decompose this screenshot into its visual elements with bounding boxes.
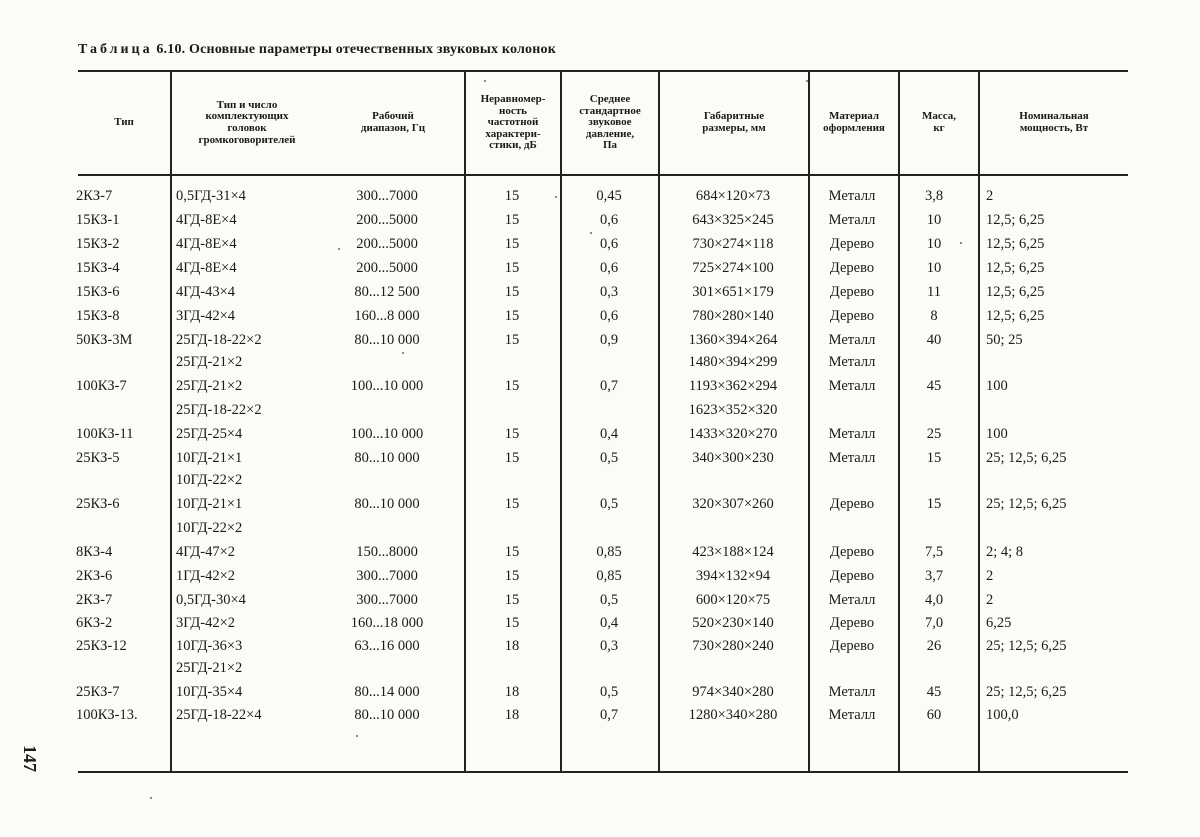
cell-material: Металл: [828, 426, 876, 442]
cell-range: 100...10 000: [350, 426, 424, 442]
cell-heads: 4ГД-8Е×4: [176, 212, 237, 228]
cell-power: 100: [986, 426, 1008, 442]
cell-dims: [660, 656, 806, 680]
cell-type: 15КЗ-6: [76, 284, 120, 300]
cell-pressure: 0,4: [599, 426, 619, 442]
cell-mass: 25: [926, 426, 942, 442]
cell-range: [312, 398, 462, 422]
cell-unevenness: 15: [504, 568, 520, 584]
table-row: [0, 540, 1200, 564]
cell-material: Дерево: [829, 496, 875, 512]
table-row: [0, 611, 1200, 635]
cell-unevenness: [466, 656, 558, 680]
cell-material: Металл: [828, 684, 876, 700]
cell-heads: 25ГД-21×2: [176, 660, 243, 676]
scan-speck: [484, 80, 486, 82]
cell-pressure: 0,6: [599, 308, 619, 324]
cell-range: 200...5000: [356, 212, 418, 228]
cell-material: Металл: [828, 592, 876, 608]
cell-dims: 1433×320×270: [688, 426, 778, 442]
table-row: [0, 350, 1200, 374]
cell-power: 2: [986, 188, 994, 204]
cell-range: 300...7000: [356, 188, 418, 204]
cell-range: [312, 656, 462, 680]
cell-dims: 780×280×140: [692, 308, 774, 324]
cell-dims: 1193×362×294: [688, 378, 778, 394]
cell-power: 2: [986, 568, 994, 584]
cell-pressure: [562, 398, 656, 422]
cell-pressure: 0,4: [599, 615, 619, 631]
cell-dims: [660, 516, 806, 540]
cell-power: 25; 12,5; 6,25: [986, 496, 1067, 512]
scan-speck: [806, 80, 808, 82]
cell-mass: 10: [926, 260, 942, 276]
cell-power: 12,5; 6,25: [986, 236, 1045, 252]
cell-unevenness: 15: [504, 308, 520, 324]
header-range: Рабочий диапазон, Гц: [360, 110, 426, 134]
cell-pressure: [562, 468, 656, 492]
table-title-label: Таблица: [78, 42, 153, 57]
cell-pressure: 0,6: [599, 212, 619, 228]
cell-pressure: 0,45: [596, 188, 622, 204]
cell-type: 2КЗ-6: [76, 568, 113, 584]
cell-power: 25; 12,5; 6,25: [986, 450, 1067, 466]
cell-dims: 684×120×73: [695, 188, 771, 204]
cell-type: 25КЗ-12: [76, 638, 127, 654]
cell-material: Дерево: [829, 284, 875, 300]
cell-pressure: [562, 656, 656, 680]
cell-dims: 340×300×230: [692, 450, 774, 466]
header-bottom-rule: [78, 174, 1128, 176]
cell-dims: 1360×394×264: [688, 332, 778, 348]
cell-dims: [660, 468, 806, 492]
cell-pressure: 0,6: [599, 236, 619, 252]
cell-mass: [898, 350, 970, 374]
header-power: Номинальная мощность, Вт: [1019, 110, 1089, 134]
cell-unevenness: 15: [504, 188, 520, 204]
cell-mass: 3,8: [924, 188, 944, 204]
cell-pressure: 0,5: [599, 450, 619, 466]
cell-unevenness: 18: [504, 638, 520, 654]
table-row: [0, 588, 1200, 612]
cell-range: 80...10 000: [354, 332, 420, 348]
scan-speck: [960, 242, 962, 244]
cell-power: 2; 4; 8: [986, 544, 1024, 560]
cell-material: Дерево: [829, 568, 875, 584]
cell-unevenness: [466, 468, 558, 492]
cell-unevenness: 15: [504, 212, 520, 228]
cell-mass: 8: [930, 308, 938, 324]
cell-heads: 25ГД-21×2: [176, 378, 243, 394]
table-title: [78, 42, 556, 58]
cell-dims: 1280×340×280: [688, 707, 778, 723]
cell-type: 15КЗ-1: [76, 212, 120, 228]
cell-mass: 4,0: [924, 592, 944, 608]
cell-type: 25КЗ-7: [76, 684, 120, 700]
cell-heads: 3ГД-42×2: [176, 615, 236, 631]
table-title-text: 6.10. Основные параметры отечественных звуковых колонок: [156, 42, 556, 57]
cell-dims: 301×651×179: [692, 284, 774, 300]
cell-power: 25; 12,5; 6,25: [986, 638, 1067, 654]
scan-speck: [402, 352, 404, 354]
cell-heads: 10ГД-21×1: [176, 450, 243, 466]
cell-type: 15КЗ-2: [76, 236, 120, 252]
cell-power: 100,0: [986, 707, 1019, 723]
cell-mass: 45: [926, 378, 942, 394]
table-row: [0, 492, 1200, 516]
scan-speck: [590, 232, 592, 234]
cell-type: 25КЗ-6: [76, 496, 120, 512]
cell-pressure: 0,9: [599, 332, 619, 348]
cell-type: 100КЗ-7: [76, 378, 127, 394]
cell-power: 2: [986, 592, 994, 608]
cell-dims: 974×340×280: [692, 684, 774, 700]
cell-unevenness: 15: [504, 615, 520, 631]
cell-pressure: 0,85: [596, 544, 622, 560]
cell-power: 6,25: [986, 615, 1012, 631]
cell-pressure: 0,5: [599, 592, 619, 608]
cell-type: 50КЗ-3М: [76, 332, 133, 348]
table-row: [0, 328, 1200, 352]
cell-heads: 3ГД-42×4: [176, 308, 236, 324]
cell-dims: 1623×352×320: [688, 402, 778, 418]
scan-speck: [338, 248, 340, 250]
cell-mass: 26: [926, 638, 942, 654]
cell-unevenness: [466, 398, 558, 422]
cell-unevenness: 15: [504, 544, 520, 560]
cell-mass: 7,0: [924, 615, 944, 631]
cell-range: 80...10 000: [354, 450, 420, 466]
cell-type: 2КЗ-7: [76, 188, 113, 204]
cell-material: Дерево: [829, 236, 875, 252]
cell-mass: [898, 656, 970, 680]
cell-mass: 45: [926, 684, 942, 700]
table-row: [0, 703, 1200, 727]
cell-range: 80...14 000: [354, 684, 420, 700]
cell-material: Металл: [828, 378, 876, 394]
cell-type: 25КЗ-5: [76, 450, 120, 466]
cell-unevenness: 15: [504, 260, 520, 276]
cell-material: Металл: [828, 212, 876, 228]
cell-range: 80...10 000: [354, 707, 420, 723]
table-row: [0, 468, 1200, 492]
cell-pressure: 0,3: [599, 638, 619, 654]
cell-material: [810, 468, 894, 492]
table-row: [0, 374, 1200, 398]
table-row: [0, 446, 1200, 470]
cell-material: Металл: [828, 354, 876, 370]
cell-unevenness: [466, 516, 558, 540]
cell-dims: 643×325×245: [692, 212, 774, 228]
cell-heads: 10ГД-35×4: [176, 684, 243, 700]
cell-mass: 15: [926, 450, 942, 466]
cell-unevenness: [466, 350, 558, 374]
cell-dims: 730×274×118: [692, 236, 774, 252]
cell-mass: 10: [926, 212, 942, 228]
cell-mass: 3,7: [924, 568, 944, 584]
cell-pressure: 0,7: [599, 378, 619, 394]
cell-range: 100...10 000: [350, 378, 424, 394]
header-heads: Тип и число комплектующих головок громкоговорителей: [198, 98, 296, 146]
table-bottom-rule: [78, 771, 1128, 773]
page-number: 147: [20, 745, 40, 772]
cell-heads: 10ГД-21×1: [176, 496, 243, 512]
cell-unevenness: 15: [504, 496, 520, 512]
cell-heads: 25ГД-18-22×2: [176, 332, 262, 348]
cell-range: [312, 350, 462, 374]
cell-pressure: 0,7: [599, 707, 619, 723]
cell-range: 160...18 000: [350, 615, 424, 631]
cell-pressure: 0,85: [596, 568, 622, 584]
cell-power: 100: [986, 378, 1008, 394]
table-row: [0, 656, 1200, 680]
header-unevenness: Неравномер- ность частотной характери- стики, дБ: [480, 93, 546, 152]
table-row: [0, 422, 1200, 446]
scan-speck: [555, 196, 557, 198]
table-row: [0, 184, 1200, 208]
cell-heads: 4ГД-43×4: [176, 284, 236, 300]
cell-power: 12,5; 6,25: [986, 284, 1045, 300]
cell-unevenness: 15: [504, 332, 520, 348]
cell-power: 12,5; 6,25: [986, 308, 1045, 324]
cell-unevenness: 15: [504, 284, 520, 300]
cell-material: [810, 516, 894, 540]
scan-speck: [150, 797, 152, 799]
cell-heads: 10ГД-22×2: [176, 472, 243, 488]
cell-mass: 40: [926, 332, 942, 348]
cell-material: Металл: [828, 188, 876, 204]
cell-dims: 730×280×240: [692, 638, 774, 654]
cell-range: [312, 516, 462, 540]
cell-power: 25; 12,5; 6,25: [986, 684, 1067, 700]
cell-heads: 1ГД-42×2: [176, 568, 236, 584]
cell-heads: 25ГД-18-22×4: [176, 707, 262, 723]
cell-mass: [898, 468, 970, 492]
header-mass: Масса, кг: [921, 110, 957, 134]
cell-range: 200...5000: [356, 236, 418, 252]
cell-material: Дерево: [829, 260, 875, 276]
cell-power: 12,5; 6,25: [986, 212, 1045, 228]
cell-range: 300...7000: [356, 568, 418, 584]
cell-type: 6КЗ-2: [76, 615, 113, 631]
cell-type: 2КЗ-7: [76, 592, 113, 608]
table-row: [0, 398, 1200, 422]
cell-dims: 600×120×75: [695, 592, 771, 608]
cell-unevenness: 15: [504, 450, 520, 466]
header-dims: Габаритные размеры, мм: [702, 110, 766, 134]
cell-range: [312, 468, 462, 492]
cell-range: 300...7000: [356, 592, 418, 608]
cell-pressure: 0,6: [599, 260, 619, 276]
cell-type: 100КЗ-11: [76, 426, 134, 442]
cell-dims: 1480×394×299: [688, 354, 778, 370]
table-row: [0, 516, 1200, 540]
cell-mass: 11: [927, 284, 941, 300]
cell-material: Дерево: [829, 638, 875, 654]
cell-heads: 10ГД-36×3: [176, 638, 243, 654]
cell-mass: [898, 516, 970, 540]
cell-pressure: [562, 516, 656, 540]
cell-type: 15КЗ-8: [76, 308, 120, 324]
cell-unevenness: 15: [504, 236, 520, 252]
cell-heads: 25ГД-18-22×2: [176, 402, 262, 418]
cell-dims: 423×188×124: [692, 544, 774, 560]
cell-power: 12,5; 6,25: [986, 260, 1045, 276]
cell-heads: 25ГД-21×2: [176, 354, 243, 370]
cell-dims: 520×230×140: [692, 615, 774, 631]
cell-dims: 725×274×100: [692, 260, 774, 276]
cell-unevenness: 15: [504, 426, 520, 442]
header-material: Материал оформления: [823, 110, 885, 134]
cell-material: Дерево: [829, 615, 875, 631]
header-type: Тип: [114, 116, 134, 129]
header-pressure: Среднее стандартное звуковое давление, Па: [579, 93, 641, 152]
table-row: [0, 304, 1200, 328]
cell-mass: [898, 398, 970, 422]
cell-unevenness: 18: [504, 684, 520, 700]
cell-pressure: 0,5: [599, 496, 619, 512]
table-row: [0, 256, 1200, 280]
cell-heads: 25ГД-25×4: [176, 426, 243, 442]
cell-type: 100КЗ-13.: [76, 707, 138, 723]
cell-pressure: 0,3: [599, 284, 619, 300]
cell-dims: 394×132×94: [695, 568, 771, 584]
cell-heads: 4ГД-8Е×4: [176, 260, 237, 276]
cell-material: [810, 656, 894, 680]
cell-range: 63...16 000: [354, 638, 420, 654]
cell-material: Дерево: [829, 544, 875, 560]
cell-type: 8КЗ-4: [76, 544, 113, 560]
cell-material: Металл: [828, 332, 876, 348]
table-row: [0, 634, 1200, 658]
scan-speck: [356, 735, 358, 737]
table-row: [0, 280, 1200, 304]
table-row: [0, 232, 1200, 256]
cell-mass: 10: [926, 236, 942, 252]
table-row: [0, 680, 1200, 704]
cell-unevenness: 15: [504, 592, 520, 608]
cell-range: 160...8 000: [354, 308, 420, 324]
cell-pressure: 0,5: [599, 684, 619, 700]
cell-heads: 0,5ГД-30×4: [176, 592, 246, 608]
cell-range: 80...12 500: [354, 284, 420, 300]
cell-range: 150...8000: [356, 544, 418, 560]
cell-power: 50; 25: [986, 332, 1023, 348]
cell-material: [810, 398, 894, 422]
cell-heads: 0,5ГД-31×4: [176, 188, 246, 204]
cell-dims: 320×307×260: [692, 496, 774, 512]
cell-heads: 10ГД-22×2: [176, 520, 243, 536]
cell-mass: 60: [926, 707, 942, 723]
cell-material: Металл: [828, 707, 876, 723]
cell-heads: 4ГД-47×2: [176, 544, 236, 560]
cell-unevenness: 15: [504, 378, 520, 394]
cell-unevenness: 18: [504, 707, 520, 723]
table-row: [0, 208, 1200, 232]
cell-range: 200...5000: [356, 260, 418, 276]
cell-pressure: [562, 350, 656, 374]
cell-material: Дерево: [829, 308, 875, 324]
table-row: [0, 564, 1200, 588]
cell-material: Металл: [828, 450, 876, 466]
cell-type: 15КЗ-4: [76, 260, 120, 276]
cell-mass: 7,5: [924, 544, 944, 560]
cell-heads: 4ГД-8Е×4: [176, 236, 237, 252]
cell-range: 80...10 000: [354, 496, 420, 512]
cell-mass: 15: [926, 496, 942, 512]
